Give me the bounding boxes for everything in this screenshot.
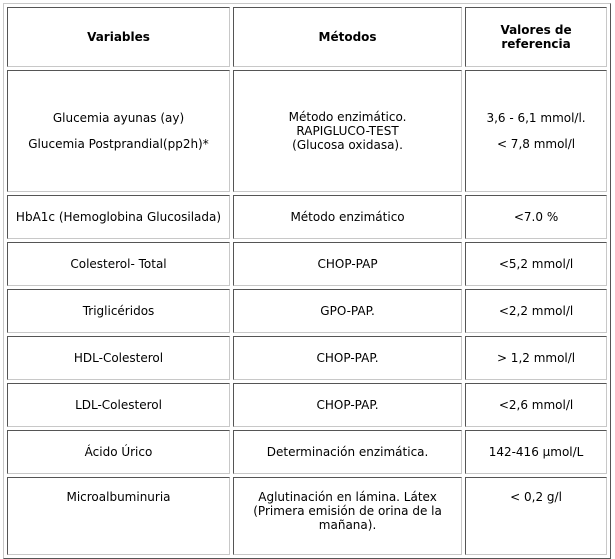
table-row — [7, 242, 607, 286]
cell-metodo: Determinación enzimática. — [233, 430, 462, 474]
cell-valor: <7.0 % — [465, 195, 607, 239]
table-row — [7, 289, 607, 333]
variable-line: Glucemia ayunas (ay) — [52, 111, 185, 125]
cell-valor: 142-416 µmol/L — [465, 430, 607, 474]
metodo-line: RAPIGLUCO-TEST — [296, 124, 399, 138]
cell-valor — [465, 70, 607, 192]
table-row — [7, 195, 607, 239]
header-metodos: Métodos — [233, 7, 462, 67]
table-row-glucemia — [7, 70, 607, 192]
cell-valor: <5,2 mmol/l — [465, 242, 607, 286]
cell-variable: Triglicéridos — [7, 289, 230, 333]
cell-valor: < 0,2 g/l — [465, 477, 607, 555]
reference-table — [3, 3, 611, 559]
header-variables: Variables — [7, 7, 230, 67]
metodo-line: (Glucosa oxidasa). — [292, 138, 403, 152]
cell-metodo — [233, 70, 462, 192]
cell-variable: Colesterol- Total — [7, 242, 230, 286]
cell-valor: > 1,2 mmol/l — [465, 336, 607, 380]
cell-variable — [7, 70, 230, 192]
table-row — [7, 336, 607, 380]
cell-valor: <2,6 mmol/l — [465, 383, 607, 427]
cell-variable: Ácido Úrico — [7, 430, 230, 474]
variable-line: Glucemia Postprandial(pp2h)* — [28, 137, 209, 151]
table-row — [7, 430, 607, 474]
cell-metodo: Método enzimático — [233, 195, 462, 239]
cell-variable: LDL-Colesterol — [7, 383, 230, 427]
metodo-line: Método enzimático. — [288, 110, 407, 124]
valor-line: 3,6 - 6,1 mmol/l. — [486, 111, 586, 125]
table-header-row — [7, 7, 607, 67]
cell-metodo: CHOP-PAP. — [233, 383, 462, 427]
cell-metodo: Aglutinación en lámina. Látex (Primera emisión de orina de la mañana). — [233, 477, 462, 555]
cell-metodo: CHOP-PAP — [233, 242, 462, 286]
table-row — [7, 383, 607, 427]
cell-metodo: CHOP-PAP. — [233, 336, 462, 380]
cell-variable: Microalbuminuria — [7, 477, 230, 555]
cell-valor: <2,2 mmol/l — [465, 289, 607, 333]
cell-variable: HbA1c (Hemoglobina Glucosilada) — [7, 195, 230, 239]
header-valores: Valores de referencia — [465, 7, 607, 67]
valor-line: < 7,8 mmol/l — [496, 137, 576, 151]
table-row — [7, 477, 607, 555]
cell-metodo: GPO-PAP. — [233, 289, 462, 333]
cell-variable: HDL-Colesterol — [7, 336, 230, 380]
